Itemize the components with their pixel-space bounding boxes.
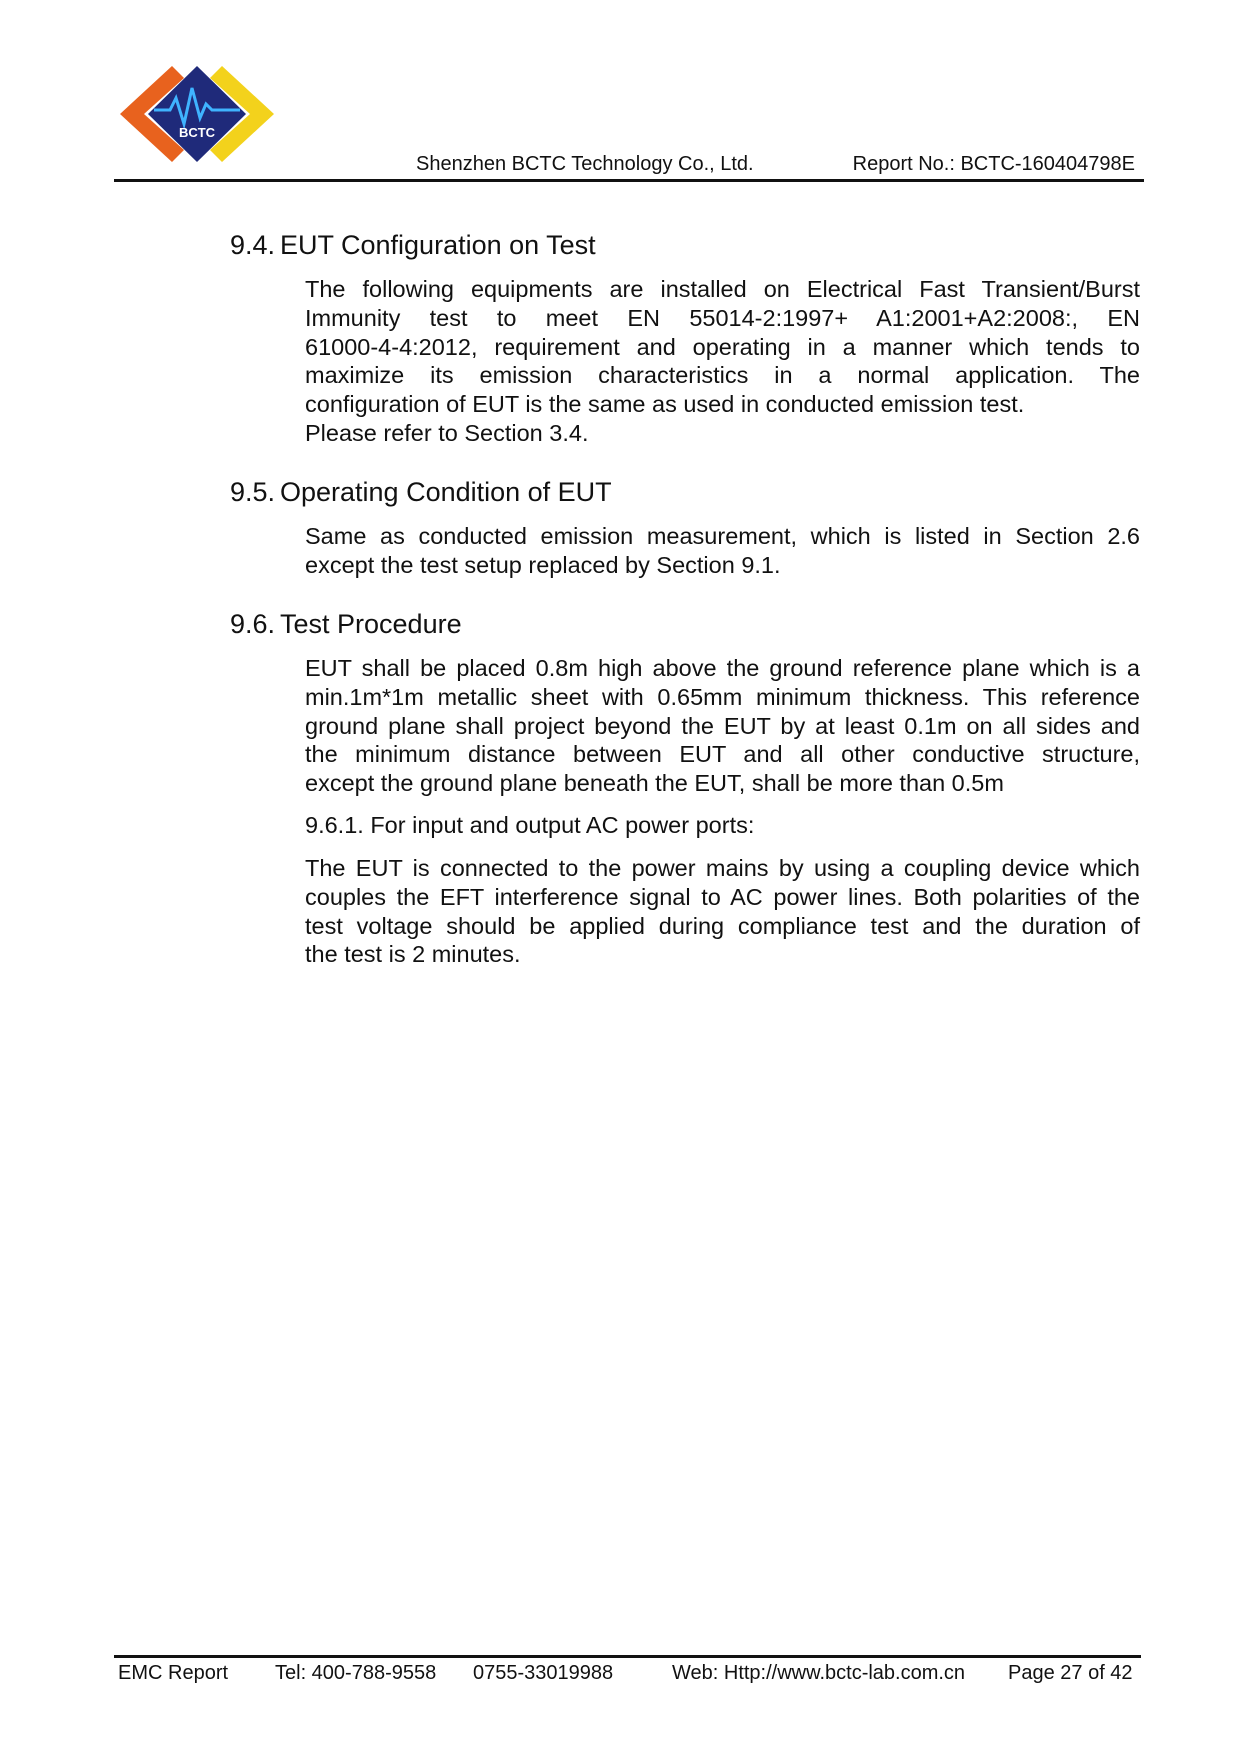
section-9-5-paragraph [305,522,1140,580]
section-title: EUT Configuration on Test [280,230,596,260]
header-company: Shenzhen BCTC Technology Co., Ltd. [416,153,754,175]
refer-line: Please refer to Section 3.4. [305,419,589,446]
footer-page-number: Page 27 of 42 [1008,1662,1133,1684]
bctc-logo [114,58,280,170]
paragraph-line: ground plane shall project beyond the EUT by at least 0.1m on all sides and [305,712,1140,739]
section-9-4-heading [230,230,596,261]
section-number: 9.4. [230,230,276,260]
paragraph-line: Same as conducted emission measurement, which is listed in Section 2.6 [305,523,1140,549]
section-9-6-heading [230,609,462,640]
paragraph-line: EUT shall be placed 0.8m high above the ground reference plane which is a [305,655,1140,681]
subsection-9-6-1-paragraph [305,854,1140,969]
section-9-5-heading [230,477,612,508]
paragraph-line: configuration of EUT is the same as used in conducted emission test. [305,391,1025,418]
footer-tel-2: 0755-33019988 [473,1662,614,1684]
section-number: 9.6. [230,609,276,639]
paragraph-line: the minimum distance between EUT and all other conductive structure, [305,741,1140,768]
paragraph-line: couples the EFT interference signal to AC power lines. Both polarities of the [305,883,1140,910]
paragraph-line: The EUT is connected to the power mains by using a coupling device which [305,855,1140,881]
paragraph-line: maximize its emission characteristics in a normal application. The [305,362,1140,389]
logo-text: BCTC [178,125,216,140]
footer-web: Web: Http://www.bctc-lab.com.cn [672,1662,966,1684]
section-9-4-paragraph [305,275,1140,448]
section-9-6-paragraph [305,654,1140,798]
section-title: Test Procedure [280,609,462,639]
paragraph-line: except the ground plane beneath the EUT, shall be more than 0.5m [305,770,1004,797]
header-rule [114,179,1144,182]
section-title: Operating Condition of EUT [280,477,612,507]
paragraph-line: test voltage should be applied during compliance test and the duration of [305,912,1140,939]
header-report-number: Report No.: BCTC-160404798E [852,153,1135,175]
paragraph-line: the test is 2 minutes. [305,941,521,968]
paragraph-line: except the test setup replaced by Section 9.1. [305,551,781,578]
paragraph-line: 61000-4-4:2012, requirement and operating in a manner which tends to [305,333,1140,360]
section-number: 9.5. [230,477,276,507]
footer-rule [114,1655,1141,1658]
paragraph-line: min.1m*1m metallic sheet with 0.65mm minimum thickness. This reference [305,683,1140,710]
paragraph-line: The following equipments are installed on Electrical Fast Transient/Burst [305,276,1140,302]
paragraph-line: Immunity test to meet EN 55014-2:1997+ A1:2001+A2:2008:, EN [305,304,1140,331]
footer-label: EMC Report [118,1662,229,1684]
subsection-9-6-1-heading: 9.6.1. For input and output AC power ports: [305,812,755,838]
footer-tel: Tel: 400-788-9558 [275,1662,437,1684]
